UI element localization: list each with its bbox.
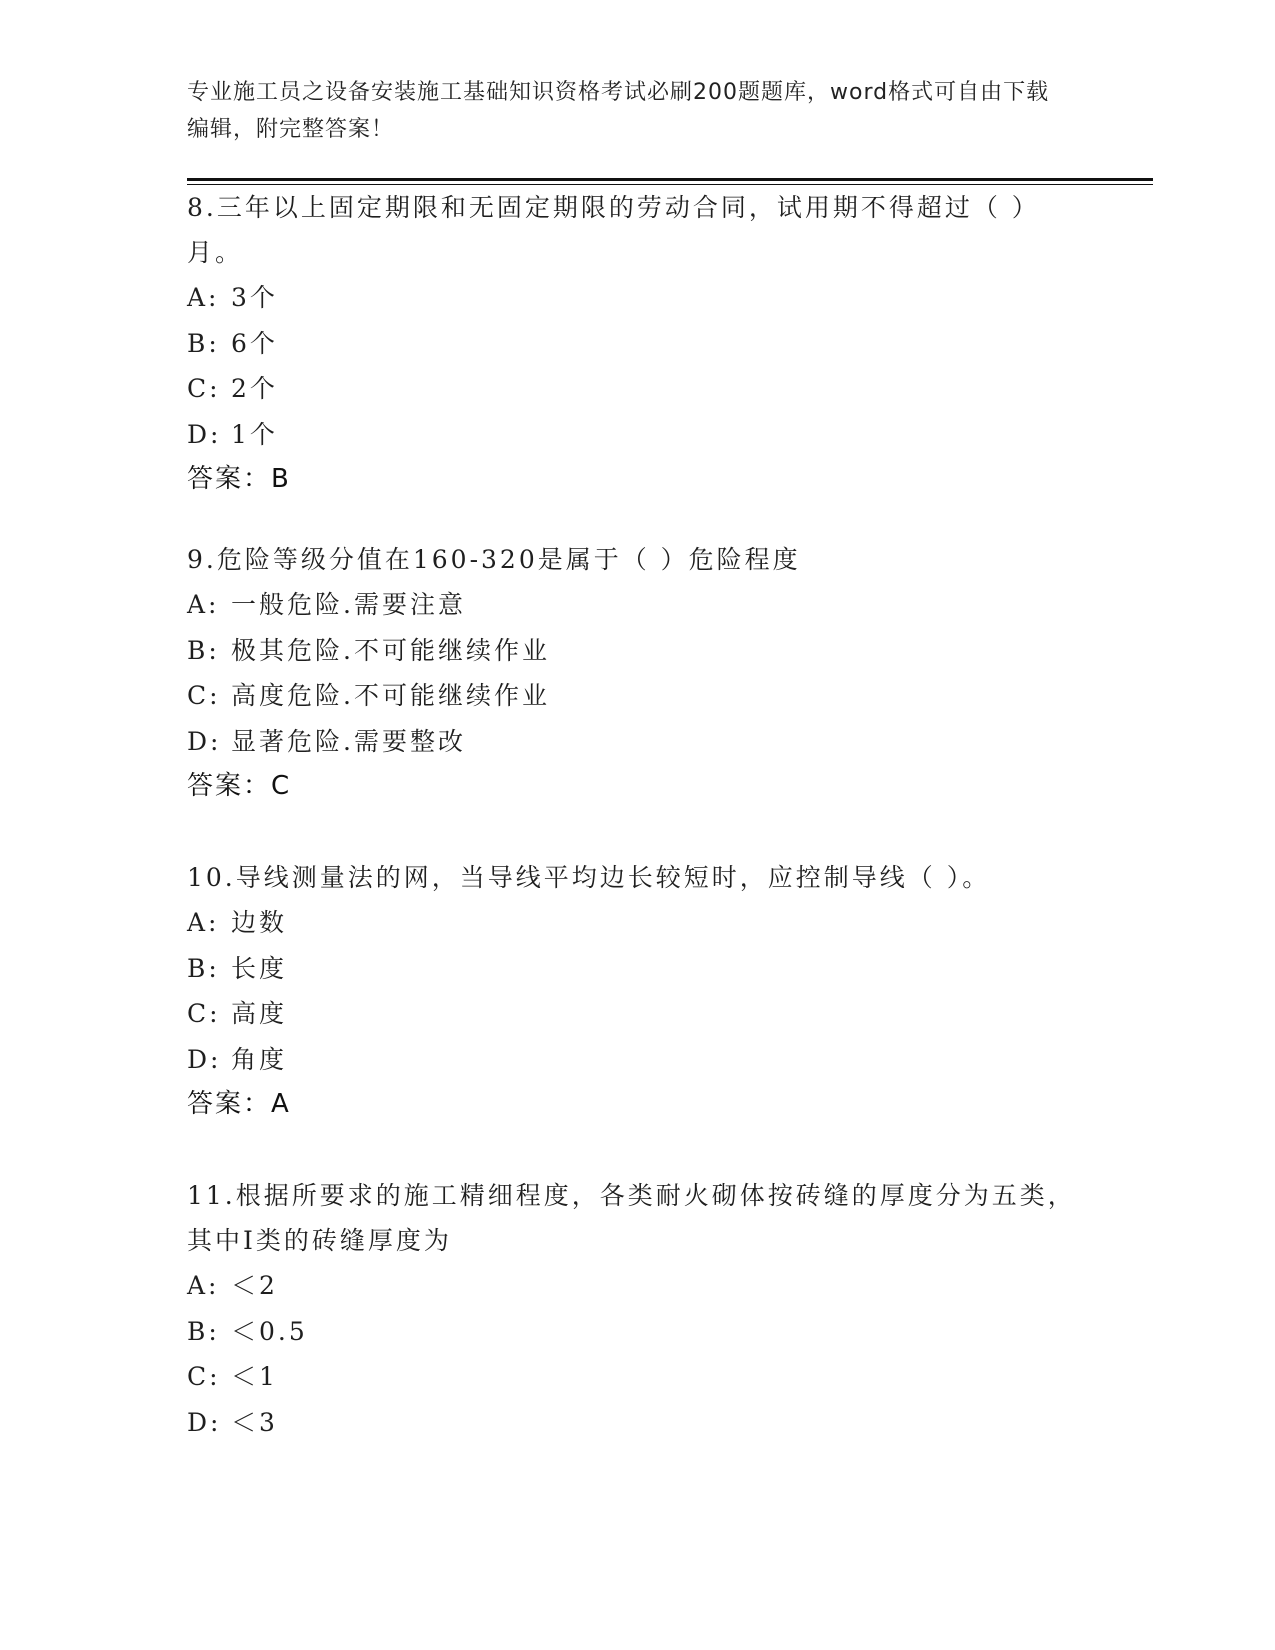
answer-line: 答案：C	[187, 771, 292, 801]
question-stem: 10.导线测量法的网，当导线平均边长较短时，应控制导线（ ）。	[187, 863, 991, 892]
option-d	[187, 412, 1087, 458]
option-d	[187, 1037, 1087, 1083]
document-header: 专业施工员之设备安装施工基础知识资格考试必刷200题题库，word格式可自由下载编辑，附完整答案！	[187, 80, 1050, 142]
option-key: C:	[187, 999, 221, 1028]
option-key: B:	[187, 328, 220, 358]
option-text: 角度	[231, 1044, 288, 1074]
option-text: 边数	[231, 908, 288, 937]
option-text: ＜1	[231, 1362, 278, 1391]
question-stem: 9.危险等级分值在160-320是属于（ ）危险程度	[187, 545, 801, 574]
option-key: B:	[187, 1316, 220, 1346]
option-a	[187, 1263, 1087, 1309]
option-key: D:	[187, 1407, 222, 1437]
option-a	[187, 900, 1087, 946]
option-key: D:	[187, 726, 222, 756]
option-key: A:	[187, 590, 220, 619]
option-text: ＜3	[231, 1407, 278, 1437]
option-text: 长度	[231, 953, 288, 983]
option-text: 1个	[231, 419, 278, 449]
option-b	[187, 1309, 1087, 1355]
option-key: C:	[187, 681, 221, 710]
option-key: D:	[187, 419, 222, 449]
option-key: B:	[187, 635, 220, 665]
option-key: A:	[187, 1271, 220, 1300]
option-a	[187, 582, 1087, 628]
option-b	[187, 321, 1087, 367]
option-b	[187, 946, 1087, 992]
option-text: 6个	[231, 328, 278, 358]
option-text: 一般危险.需要注意	[231, 590, 466, 619]
option-text: 极其危险.不可能继续作业	[231, 635, 550, 665]
question-10	[187, 855, 1087, 1126]
option-text: 3个	[231, 283, 278, 312]
option-text: ＜2	[231, 1271, 278, 1300]
option-c	[187, 366, 1087, 412]
option-key: C:	[187, 1362, 221, 1391]
option-d	[187, 719, 1087, 765]
option-text: ＜0.5	[231, 1316, 308, 1346]
option-c	[187, 991, 1087, 1037]
question-9	[187, 537, 1087, 808]
answer-line: 答案：B	[187, 464, 291, 494]
option-key: A:	[187, 908, 220, 937]
option-text: 高度危险.不可能继续作业	[231, 681, 550, 710]
option-key: B:	[187, 953, 220, 983]
option-text: 显著危险.需要整改	[231, 726, 466, 756]
answer-line: 答案：A	[187, 1089, 291, 1119]
option-key: C:	[187, 374, 221, 403]
question-stem: 11.根据所要求的施工精细程度，各类耐火砌体按砖缝的厚度分为五类，其中Ⅰ类的砖缝厚度为	[187, 1181, 1076, 1255]
option-b	[187, 628, 1087, 674]
option-key: D:	[187, 1044, 222, 1074]
option-text: 高度	[231, 999, 288, 1028]
option-c	[187, 673, 1087, 719]
option-d	[187, 1400, 1087, 1446]
question-stem: 8.三年以上固定期限和无固定期限的劳动合同，试用期不得超过（ ）月。	[187, 193, 1040, 267]
question-11	[187, 1173, 1087, 1445]
header-divider-thick	[187, 178, 1153, 181]
option-key: A:	[187, 283, 220, 312]
option-a	[187, 275, 1087, 321]
option-c	[187, 1354, 1087, 1400]
option-text: 2个	[231, 374, 278, 403]
question-8	[187, 185, 1087, 501]
